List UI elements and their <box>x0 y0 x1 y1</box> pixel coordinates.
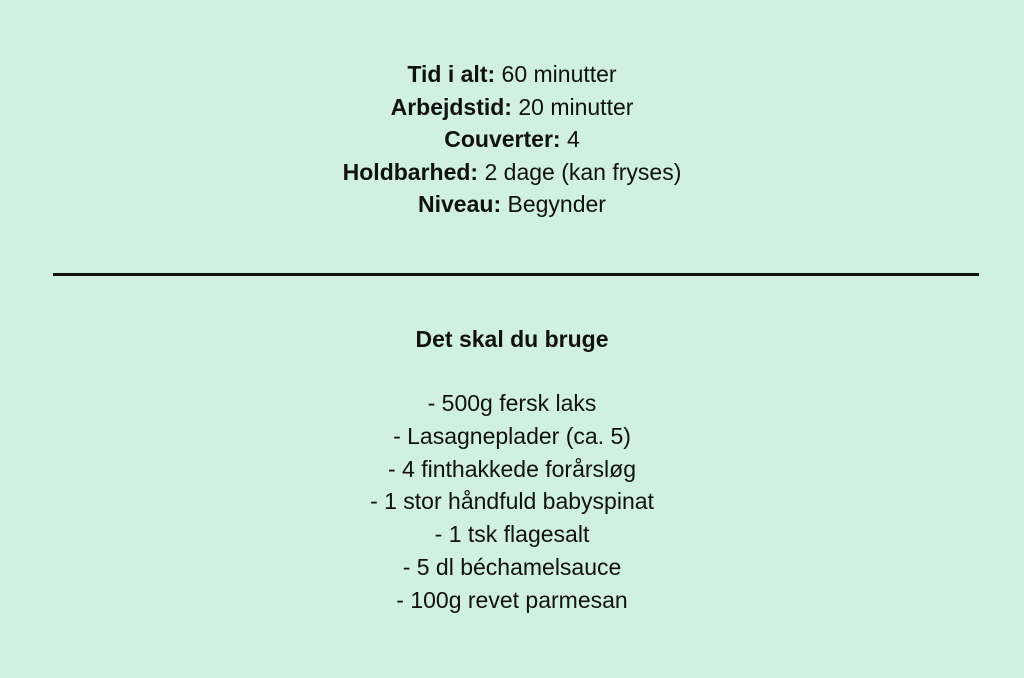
ingredient-item: - Lasagneplader (ca. 5) <box>393 422 631 449</box>
meta-level <box>0 188 1024 221</box>
meta-total-time <box>0 58 1024 91</box>
ingredient-item: - 100g revet parmesan <box>396 586 628 613</box>
ingredients-section <box>0 323 1024 617</box>
meta-value: Begynder <box>507 191 606 217</box>
ingredient-item: - 1 tsk flagesalt <box>434 521 590 548</box>
ingredient-item: - 500g fersk laks <box>427 390 597 416</box>
meta-label: Arbejdstid: <box>390 93 512 120</box>
ingredient-item: - 5 dl béchamelsauce <box>402 553 622 580</box>
meta-value: 4 <box>566 126 580 152</box>
meta-label: Niveau: <box>418 191 502 217</box>
ingredient-item: - 1 stor håndfuld babyspinat <box>370 488 654 515</box>
meta-value: 60 minutter <box>501 61 617 87</box>
meta-work-time <box>0 91 1024 124</box>
ingredients-title: Det skal du bruge <box>415 326 609 352</box>
meta-label: Holdbarhed: <box>342 158 479 185</box>
meta-label: Tid i alt: <box>407 61 496 87</box>
ingredient-list <box>0 387 1024 617</box>
meta-label: Couverter: <box>444 126 561 152</box>
meta-value: 2 dage (kan fryses) <box>484 158 682 185</box>
section-divider <box>53 273 979 276</box>
meta-servings <box>0 123 1024 156</box>
ingredient-item: - 4 finthakkede forårsløg <box>387 455 636 482</box>
meta-value: 20 minutter <box>518 93 634 120</box>
recipe-meta <box>0 58 1024 221</box>
meta-shelf-life <box>0 156 1024 189</box>
